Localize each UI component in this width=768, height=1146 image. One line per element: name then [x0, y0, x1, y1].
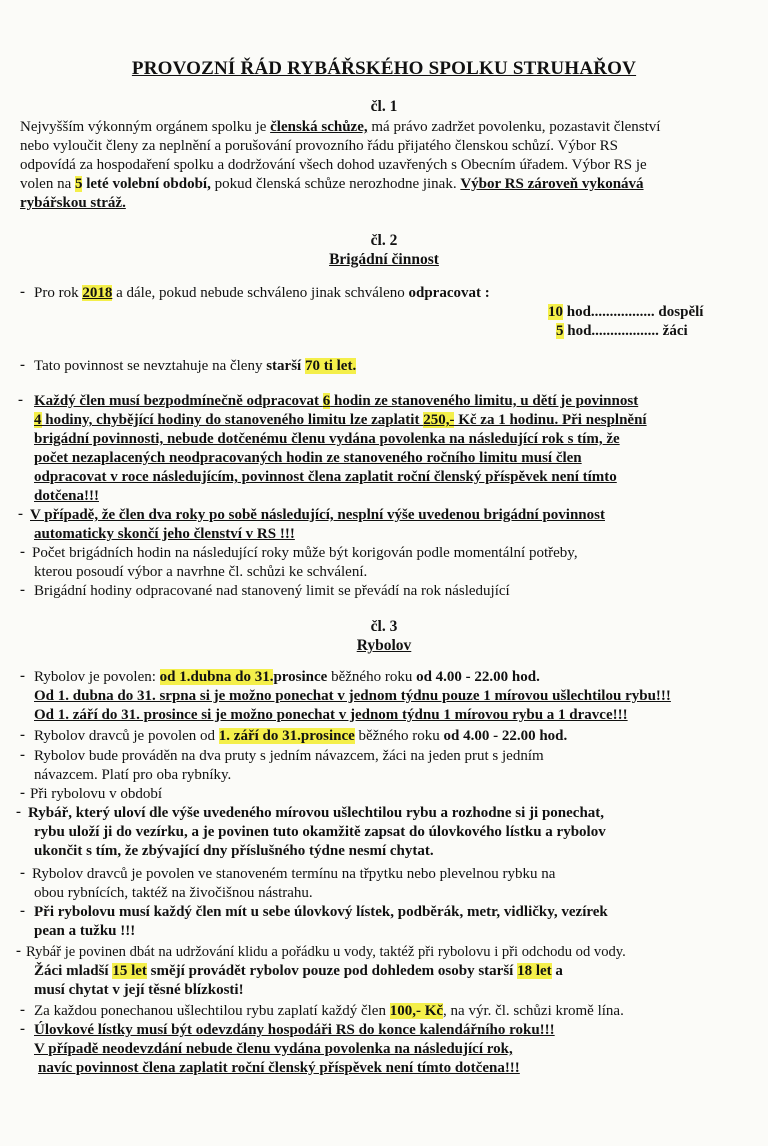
predator-bait-line-1: Rybolov dravců je povolen ve stanoveném termínu na třpytku nebo plevelnou rybku na [32, 866, 556, 882]
catch-cards-line-1: Úlovkové lístky musí být odevzdány hospodáři RS do konce kalendářního roku!!! [34, 1022, 555, 1038]
rods-line-2: návazcem. Platí pro oba rybníky. [34, 767, 232, 783]
bullet-dash: - [20, 582, 25, 598]
section-1-line-4: volen na 5 leté volební období, pokud členská schůze nerozhodne jinak. Výbor RS zároveň vykonává [20, 176, 644, 192]
equipment-line-2: pean a tužku !!! [34, 923, 136, 939]
document-title: PROVOZNÍ ŘÁD RYBÁŘSKÉHO SPOLKU STRUHAŘOV [131, 58, 637, 79]
bullet-dash: - [20, 785, 25, 801]
section-1-heading: čl. 1 [370, 98, 398, 115]
bullet-dash: - [20, 903, 25, 919]
fishing-period-line: Rybolov je povolen: od 1.dubna do 31.prosince běžného roku od 4.00 - 22.00 hod. [34, 669, 540, 685]
catch-keep-line-3: ukončit s tím, že zbývající dny příslušného týdne nesmí chytat. [34, 843, 434, 859]
fishing-period-note: Při rybolovu v období [30, 786, 163, 802]
section-3-heading: čl. 3 [370, 618, 398, 635]
bullet-dash: - [20, 284, 25, 300]
hours-transfer-line: Brigádní hodiny odpracované nad stanovený limit se převádí na rok následující [34, 583, 510, 599]
predator-bait-line-2: obou rybnících, taktéž na živočišnou nástrahu. [34, 885, 313, 901]
brigade-rule-line-5: odpracovat v roce následujícím, povinnost člena zaplatit roční členský příspěvek není tímto [34, 469, 617, 485]
section-1-line-1: Nejvyšším výkonným orgánem spolku je členská schůze, má právo zadržet povolenku, pozastavit členství [20, 119, 661, 135]
hours-adjust-line-2: kterou posoudí výbor a navrhne čl. schůzi ke schválení. [34, 564, 368, 580]
bullet-dash: - [20, 865, 25, 881]
catch-keep-line-1: Rybář, který uloví dle výše uvedeného mírovou ušlechtilou rybu a rozhodne si ji ponechat, [28, 805, 605, 821]
hours-adjust-line-1: Počet brigádních hodin na následující roky může být korigován podle momentální potřeby, [32, 545, 578, 561]
catch-cards-line-3: navíc povinnost člena zaplatit roční členský příspěvek není tímto dotčena!!! [38, 1060, 520, 1076]
equipment-line-1: Při rybolovu musí každý člen mít u sebe úlovkový lístek, podběrák, metr, vidličky, vezírek [34, 904, 608, 920]
brigade-year-line: Pro rok 2018 a dále, pokud nebude schváleno jinak schváleno odpracovat : [34, 285, 490, 301]
bullet-dash: - [18, 392, 23, 408]
predator-period-line: Rybolov dravců je povolen od 1. září do 31.prosince běžného roku od 4.00 - 22.00 hod. [34, 728, 568, 744]
hours-adults: 10 hod................. dospělí [548, 304, 704, 320]
brigade-rule-line-4: počet nezaplacených neodpracovaných hodin ze stanoveného ročního limitu musí člen [34, 450, 582, 466]
catch-limit-autumn: Od 1. září do 31. prosince si je možno ponechat v jednom týdnu 1 mírovou rybu a 1 dravce!!! [34, 707, 628, 723]
quiet-order-line: Rybář je povinen dbát na udržování klidu a pořádku u vody, taktéž při rybolovu i při odchodu od vody. [26, 944, 626, 960]
bullet-dash: - [20, 668, 25, 684]
bullet-dash: - [20, 1021, 25, 1037]
hours-pupils: 5 hod.................. žáci [556, 323, 688, 339]
bullet-dash: - [20, 1002, 25, 1018]
bullet-dash: - [20, 357, 25, 373]
bullet-dash: - [16, 804, 21, 820]
section-2-heading: čl. 2 [370, 232, 398, 249]
bullet-dash: - [18, 506, 23, 522]
rods-line-1: Rybolov bude prováděn na dva pruty s jedním návazcem, žáci na jeden prut s jedním [34, 748, 544, 764]
section-3-subheading: Rybolov [356, 637, 412, 654]
juniors-line-1: Žáci mladší 15 let smějí provádět rybolov pouze pod dohledem osoby starší 18 let a [34, 963, 563, 979]
brigade-rule-line-6: dotčena!!! [34, 488, 99, 504]
catch-limit-summer: Od 1. dubna do 31. srpna si je možno ponechat v jednom týdnu pouze 1 mírovou ušlechtilou rybu!!! [34, 688, 671, 704]
bullet-dash: - [16, 943, 21, 959]
membership-end-line-1: V případě, že člen dva roky po sobě následující, nesplní výše uvedenou brigádní povinnost [30, 507, 605, 523]
catch-cards-line-2: V případě neodevzdání nebude členu vydána povolenka na následující rok, [34, 1041, 513, 1057]
juniors-line-2: musí chytat v její těsné blízkosti! [34, 982, 244, 998]
age-exemption-line: Tato povinnost se nevztahuje na členy starší 70 ti let. [34, 358, 357, 374]
bullet-dash: - [20, 747, 25, 763]
bullet-dash: - [20, 727, 25, 743]
section-1-line-2: nebo vyloučit členy za neplnění a porušování provozního řádu přijatého členskou schůzí. Výbor RS [20, 138, 618, 154]
section-1-line-3: odpovídá za hospodaření spolku a dodržování všech dohod uzavřených s Obecním úřadem. Výbor RS je [20, 157, 647, 173]
bullet-dash: - [20, 544, 25, 560]
section-1-line-5: rybářskou stráž. [20, 195, 126, 211]
section-2-subheading: Brigádní činnost [329, 251, 439, 268]
membership-end-line-2: automaticky skončí jeho členství v RS !!! [34, 526, 295, 542]
brigade-rule-line-3: brigádní povinnosti, nebude dotčenému členu vydána povolenka na následující rok s tím, že [34, 431, 620, 447]
brigade-rule-line-2: 4 hodiny, chybějící hodiny do stanoveného limitu lze zaplatit 250,- Kč za 1 hodinu. Při nesplnění [34, 412, 647, 428]
catch-keep-line-2: rybu uloží ji do vezírku, a je povinen tuto okamžitě zapsat do úlovkového lístku a rybolov [34, 824, 606, 840]
brigade-rule-line-1: Každý člen musí bezpodmínečně odpracovat 6 hodin ze stanoveného limitu, u dětí je povinnost [34, 393, 639, 409]
fee-line: Za každou ponechanou ušlechtilou rybu zaplatí každý člen 100,- Kč, na výr. čl. schůzi kromě lína. [34, 1003, 624, 1019]
